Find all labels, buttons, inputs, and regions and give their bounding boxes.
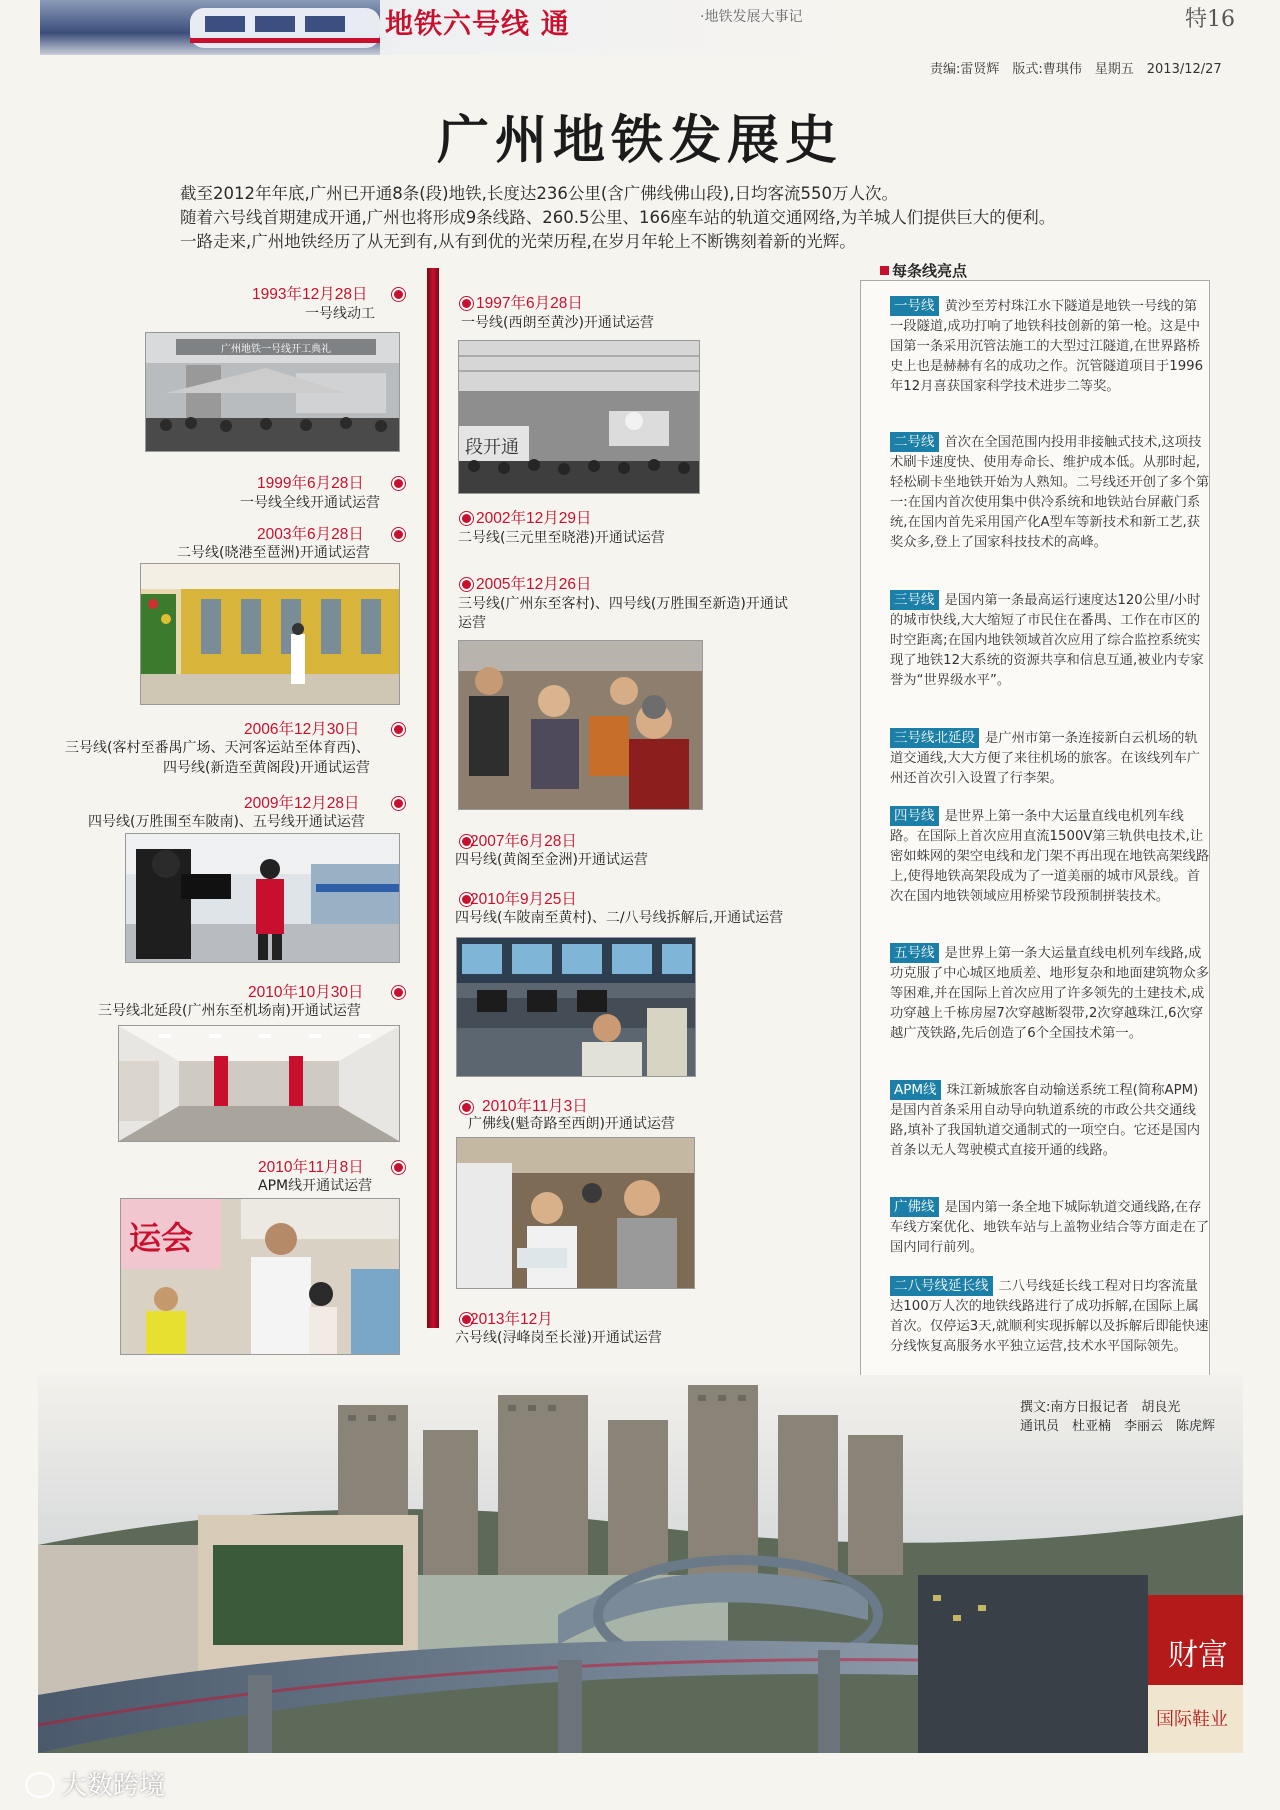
timeline-dot xyxy=(460,512,473,525)
banner-subtitle: ·地铁发展大事记 xyxy=(700,9,803,25)
line-tag: 一号线 xyxy=(890,296,939,316)
photo-apm-opening xyxy=(120,1198,400,1355)
groundbreaking-banner-text: 广州地铁一号线开工典礼 xyxy=(221,344,331,355)
line-tag: APM线 xyxy=(890,1080,941,1100)
timeline-dot xyxy=(392,986,405,999)
timeline-date: 2005年12月26日 xyxy=(476,576,592,593)
timeline-date: 2003年6月28日 xyxy=(257,526,364,543)
sign-text: 财富 xyxy=(1168,1638,1228,1673)
highlight-text: 是世界上第一条中大运量直线电机列车线路。在国际上首次应用直流1500V第三轨供电技术,让密如蛛网的架空电线和龙门架不再出现在地铁高架线路上,使得地铁高架段成为了一道美丽的城市风景线。首次在国内地铁领域应用桥梁节段预制拼装技术。 xyxy=(890,809,1210,904)
timeline-event: 六号线(浔峰岗至长湴)开通试运营 xyxy=(455,1330,662,1346)
masthead: 责编:雷贤辉 版式:曹琪伟 星期五 2013/12/27 xyxy=(930,62,1222,77)
timeline-event: 广佛线(魁奇路至西朗)开通试运营 xyxy=(468,1116,675,1132)
timeline-date: 2010年11月8日 xyxy=(258,1159,364,1176)
timeline-dot xyxy=(460,297,473,310)
sidebar-heading: 每条线亮点 xyxy=(892,262,968,280)
highlight-text: 黄沙至芳村珠江水下隧道是地铁一号线的第一段隧道,成功打响了地铁科技创新的第一枪。这是中国第一条采用沉管法施工的大型过江隧道,在世界路桥史上也是赫赫有名的成功之作。沉管隧道项目于1996年12月喜获国家科学技术进步二等奖。 xyxy=(890,299,1204,394)
timeline-event: 一号线动工 xyxy=(305,306,375,322)
photo-line3-passengers xyxy=(458,640,703,810)
svg-text:段开通: 段开通 xyxy=(465,437,519,458)
timeline-dot xyxy=(392,477,405,490)
timeline-dot xyxy=(392,723,405,736)
highlight-text: 是国内第一条最高运行速度达120公里/小时的城市快线,大大缩短了市民住在番禺、工作在市区的时空距离;在国内地铁领域首次应用了综合监控系统实现了地铁12大系统的资源共享和信息互通,被业内专家誉为“世界级水平”。 xyxy=(890,593,1204,688)
highlight-text: 是广州市第一条连接新白云机场的轨道交通线,大大方便了来往机场的旅客。在该线列车广州还首次引入设置了行李架。 xyxy=(890,731,1201,786)
highlight-line5 xyxy=(890,943,1210,1044)
timeline-event: 三号线北延段(广州东至机场南)开通试运营 xyxy=(98,1003,361,1019)
highlight-line3 xyxy=(890,590,1210,691)
highlight-line4 xyxy=(890,806,1210,907)
timeline-date: 2010年11月3日 xyxy=(482,1098,588,1115)
svg-text:运会: 运会 xyxy=(129,1219,194,1257)
highlight-line1 xyxy=(890,296,1210,397)
photo-groundbreaking xyxy=(145,332,400,452)
page-label: 特16 xyxy=(1185,7,1235,32)
timeline-event: 一号线全线开通试运营 xyxy=(240,495,380,511)
timeline-event-continued: 运营 xyxy=(458,615,486,631)
timeline-spine xyxy=(427,268,439,1328)
page-title: 广州地铁发展史 xyxy=(436,110,843,171)
line-tag: 二八号线延长线 xyxy=(890,1276,993,1296)
highlight-text: 是世界上第一条大运量直线电机列车线路,成功克服了中心城区地质差、地形复杂和地面建筑物众多等困难,并在国际上首次应用了许多领先的土建技术,成功穿越上千栋房屋7次穿越断裂带,2次穿越珠江,6次穿越广茂铁路,先后创造了6个全国技术第一。 xyxy=(890,946,1210,1041)
intro-line-1: 截至2012年年底,广州已开通8条(段)地铁,长度达236公里(含广佛线佛山段),日均客流550万人次。 xyxy=(180,184,898,203)
timeline-dot xyxy=(392,1161,405,1174)
timeline-date: 2006年12月30日 xyxy=(244,721,360,738)
byline xyxy=(1020,1398,1215,1436)
timeline-date: 2010年10月30日 xyxy=(248,984,364,1001)
byline-correspondents: 通讯员 杜亚楠 李丽云 陈虎辉 xyxy=(1020,1419,1216,1434)
timeline-date: 1997年6月28日 xyxy=(476,295,583,312)
photo-line5-opening xyxy=(125,833,400,963)
timeline-date: 2002年12月29日 xyxy=(476,510,592,527)
timeline-date: 2010年9月25日 xyxy=(470,891,577,908)
timeline-date: 2007年6月28日 xyxy=(470,833,577,850)
intro-line-2: 随着六号线首期建成开通,广州也将形成9条线路、260.5公里、166座车站的轨道交通网络,为羊城人们提供巨大的便利。 xyxy=(180,208,1056,227)
intro-line-3: 一路走来,广州地铁经历了从无到有,从有到优的光荣历程,在岁月年轮上不断镌刻着新的光辉。 xyxy=(180,232,856,251)
line-tag: 五号线 xyxy=(890,943,939,963)
highlight-guangfo xyxy=(890,1197,1210,1258)
photo-control-room xyxy=(456,937,696,1077)
byline-reporter: 撰文:南方日报记者 胡良光 xyxy=(1020,1400,1181,1415)
timeline-date: 1993年12月28日 xyxy=(252,286,368,303)
watermark xyxy=(25,1765,165,1802)
timeline-event: 三号线(客村至番禺广场、天河客运站至体育西)、 xyxy=(65,740,370,756)
timeline-event: 四号线(车陂南至黄村)、二/八号线拆解后,开通试运营 xyxy=(455,910,784,926)
timeline-dot xyxy=(392,528,405,541)
timeline-event-continued: 四号线(新造至黄阁段)开通试运营 xyxy=(163,760,370,776)
photo-guangfo-passengers xyxy=(456,1137,695,1289)
line-tag: 三号线北延段 xyxy=(890,728,979,748)
highlight-text: 珠江新城旅客自动输送系统工程(简称APM)是国内首条采用自动导向轨道系统的市政公共交通线路,填补了我国轨道交通制式的一项空白。它还是国内首条以无人驾驶模式直接开通的线路。 xyxy=(890,1083,1201,1158)
timeline-event: 一号线(西朗至黄沙)开通试运营 xyxy=(461,315,654,331)
timeline-date: 1999年6月28日 xyxy=(257,475,364,492)
timeline-event: 三号线(广州东至客村)、四号线(万胜围至新造)开通试 xyxy=(458,596,788,612)
photo-line1-opening xyxy=(458,340,700,494)
highlight-text: 二八号线延长线工程对日均客流量达100万人次的地铁线路进行了成功拆解,在国际上属首次。仅停运3天,就顺利实现拆解以及拆解后即能快速分线恢复高服务水平独立运营,技术水平国际领先。 xyxy=(890,1279,1209,1354)
highlight-apm xyxy=(890,1080,1210,1161)
timeline-dot xyxy=(460,578,473,591)
timeline-date: 2013年12月 xyxy=(470,1311,553,1328)
timeline-dot xyxy=(392,797,405,810)
photo-line2-opening xyxy=(140,563,400,705)
watermark-logo-icon xyxy=(25,1772,55,1798)
line-tag: 二号线 xyxy=(890,432,939,452)
banner-title: 地铁六号线 通 xyxy=(385,7,570,40)
photo-airport-station xyxy=(118,1025,400,1142)
line-tag: 三号线 xyxy=(890,590,939,610)
timeline-event: APM线开通试运营 xyxy=(258,1178,373,1194)
heading-marker-icon xyxy=(880,266,889,275)
highlight-line2-8 xyxy=(890,1276,1210,1357)
highlight-text: 首次在全国范围内投用非接触式技术,这项技术刷卡速度快、使用寿命长、维护成本低。从那时起,轻松刷卡坐地铁开始为人熟知。二号线还开创了多个第一:在国内首次使用集中供冷系统和地铁站台屏蔽门系统,在国内首先采用国产化A型车等新技术和新工艺,获奖众多,登上了国家科技技术的高峰。 xyxy=(890,435,1210,550)
highlight-text: 是国内第一条全地下城际轨道交通线路,在存车线方案优化、地铁车站与上盖物业结合等方面走在了国内同行前列。 xyxy=(890,1200,1210,1255)
sign-text: 国际鞋业 xyxy=(1156,1709,1228,1730)
timeline-event: 二号线(晓港至琶洲)开通试运营 xyxy=(177,545,370,561)
highlight-line3-north xyxy=(890,728,1210,789)
watermark-text: 大数跨境 xyxy=(61,1771,166,1801)
timeline-date: 2009年12月28日 xyxy=(244,795,360,812)
line-tag: 广佛线 xyxy=(890,1197,939,1217)
timeline-event: 二号线(三元里至晓港)开通试运营 xyxy=(458,530,665,546)
highlight-line2 xyxy=(890,432,1210,553)
timeline-dot xyxy=(392,288,405,301)
line-tag: 四号线 xyxy=(890,806,939,826)
banner-train-image xyxy=(40,0,380,55)
timeline-event: 四号线(黄阁至金洲)开通试运营 xyxy=(455,852,648,868)
timeline-event: 四号线(万胜围至车陂南)、五号线开通试运营 xyxy=(88,814,365,830)
